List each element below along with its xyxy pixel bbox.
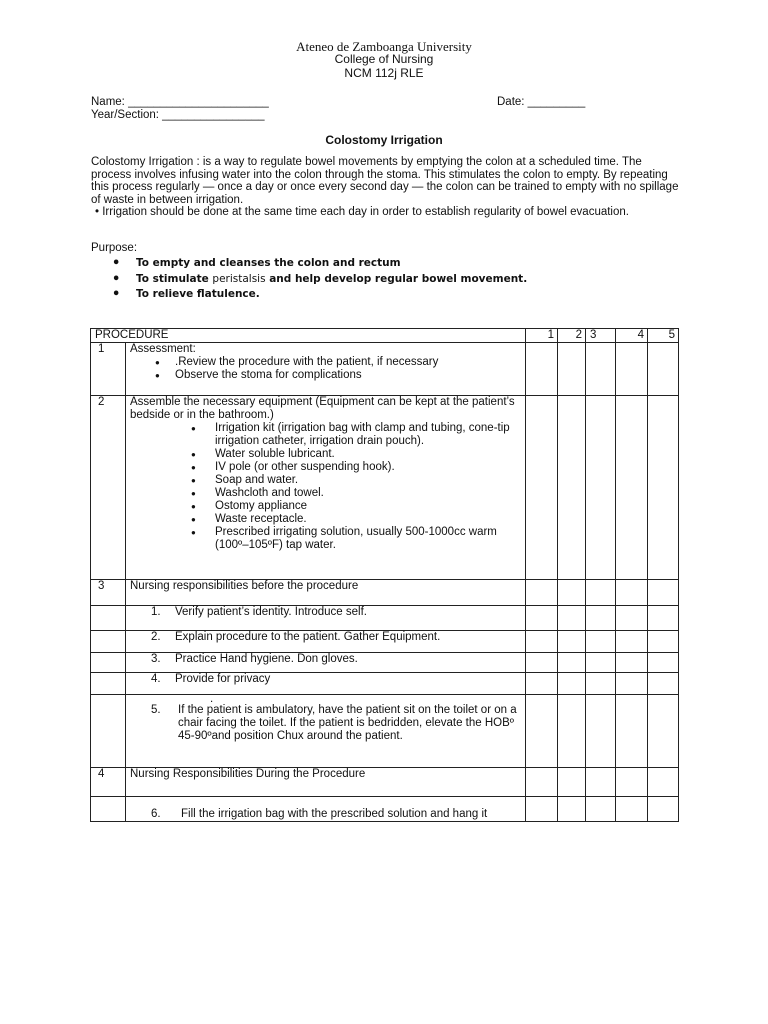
row-number: 4: [91, 768, 126, 797]
score-cell[interactable]: [558, 695, 586, 768]
row-content: [126, 606, 526, 631]
bullet-list: [130, 356, 521, 382]
score-cell[interactable]: [558, 653, 586, 673]
step-text: Fill the irrigation bag with the prescribed solution and hang it: [181, 808, 488, 820]
row-number: [91, 631, 126, 653]
purpose-item-part: and help develop regular bowel movement.: [269, 272, 528, 285]
purpose-item: [112, 273, 527, 289]
university-name: Ateneo de Zamboanga University: [296, 39, 472, 54]
score-header-1: 1: [526, 329, 558, 343]
score-cell[interactable]: [648, 606, 679, 631]
table-row: [91, 631, 679, 653]
score-header-5: 5: [648, 329, 679, 343]
list-item: ● Soap and water.: [130, 474, 521, 487]
score-cell[interactable]: [586, 695, 616, 768]
score-cell[interactable]: [526, 768, 558, 797]
score-header-3: 3: [586, 329, 616, 343]
row-number: [91, 653, 126, 673]
row-content: [126, 396, 526, 580]
bullet-list: [130, 422, 521, 552]
document-title: Colostomy Irrigation: [325, 133, 443, 147]
row-content: [126, 343, 526, 396]
score-cell[interactable]: [616, 653, 648, 673]
score-cell[interactable]: [616, 673, 648, 695]
score-header-4: 4: [616, 329, 648, 343]
row-title: Assemble the necessary equipment (Equipment can be kept at the patient’s bedside or in the bathroom.): [130, 396, 515, 421]
college-name: College of Nursing: [334, 52, 434, 66]
row-content: [126, 797, 526, 822]
date-field: Date: _________: [497, 96, 586, 108]
table-row: [91, 343, 679, 396]
score-cell[interactable]: [526, 653, 558, 673]
score-cell[interactable]: [648, 673, 679, 695]
score-cell[interactable]: [526, 797, 558, 822]
table-row: [91, 673, 679, 695]
list-item: ● Water soluble lubricant.: [130, 448, 521, 461]
score-cell[interactable]: [616, 606, 648, 631]
step-text: Verify patient’s identity. Introduce self.: [175, 606, 367, 618]
year-section-field: Year/Section: ________________: [91, 109, 265, 121]
table-row: [91, 768, 679, 797]
intro-paragraph: Colostomy Irrigation : is a way to regulate bowel movements by emptying the colon at a scheduled time. The process involves infusing water into the colon through the stoma. This stimulates the colon to empty. By repeating this process regularly — once a day or once every second day — the colon can be trained to empty with no spillage of waste in between irrigation.: [91, 156, 679, 206]
score-cell[interactable]: [648, 631, 679, 653]
list-item: ● Irrigation kit (irrigation bag with clamp and tubing, cone-tip irrigation catheter, irrigation drain pouch).: [130, 422, 521, 448]
score-cell[interactable]: [616, 797, 648, 822]
row-content: [126, 631, 526, 653]
step-item: [130, 606, 521, 619]
score-cell[interactable]: [558, 580, 586, 606]
score-cell[interactable]: [558, 606, 586, 631]
score-cell[interactable]: [526, 631, 558, 653]
score-cell[interactable]: [586, 606, 616, 631]
score-cell[interactable]: [558, 631, 586, 653]
list-item: ● Prescribed irrigating solution, usually 500-1000cc warm (100º–105ºF) tap water.: [130, 526, 521, 552]
row-number: 1: [91, 343, 126, 396]
procedure-header: PROCEDURE: [91, 329, 526, 343]
row-number: 2: [91, 396, 126, 580]
list-item: ● Waste receptacle.: [130, 513, 521, 526]
score-cell[interactable]: [558, 768, 586, 797]
row-content: [126, 673, 526, 695]
list-item: ● Washcloth and towel.: [130, 487, 521, 500]
table-row: [91, 695, 679, 768]
purpose-item-part: To stimulate: [136, 272, 209, 285]
score-cell[interactable]: [526, 580, 558, 606]
score-cell[interactable]: [648, 797, 679, 822]
step-number: 5.: [151, 704, 161, 716]
score-cell[interactable]: [586, 580, 616, 606]
score-cell[interactable]: [616, 631, 648, 653]
score-cell[interactable]: [648, 396, 679, 580]
step-item: [130, 704, 521, 743]
step-item: [130, 631, 521, 644]
step-number: 2.: [151, 631, 161, 643]
step-text: Practice Hand hygiene. Don gloves.: [175, 653, 358, 665]
row-number: [91, 797, 126, 822]
score-cell[interactable]: [586, 768, 616, 797]
row-content: [126, 653, 526, 673]
score-cell[interactable]: [648, 653, 679, 673]
score-cell[interactable]: [616, 396, 648, 580]
score-cell[interactable]: [526, 343, 558, 396]
score-cell[interactable]: [558, 673, 586, 695]
score-cell[interactable]: [616, 580, 648, 606]
course-code: NCM 112j RLE: [344, 66, 424, 80]
score-cell[interactable]: [526, 695, 558, 768]
list-item: ● .Review the procedure with the patient, if necessary: [130, 356, 521, 369]
row-title: Nursing responsibilities before the procedure: [126, 580, 526, 606]
name-field: Name: ______________________: [91, 96, 269, 108]
row-number: [91, 673, 126, 695]
purpose-item: • To relieve flatulence.: [112, 288, 527, 304]
step-item: [130, 673, 521, 686]
table-header-row: [91, 329, 679, 343]
row-number: 3: [91, 580, 126, 606]
purpose-item-part: peristalsis: [212, 272, 266, 285]
score-cell[interactable]: [558, 396, 586, 580]
table-row: [91, 797, 679, 822]
score-cell[interactable]: [526, 673, 558, 695]
step-item: [130, 808, 521, 821]
score-cell[interactable]: [558, 343, 586, 396]
list-item: ● IV pole (or other suspending hook).: [130, 461, 521, 474]
list-item: ● Observe the stoma for complications: [130, 369, 521, 382]
stray-dot: .: [210, 693, 214, 705]
step-number: 6.: [151, 808, 161, 820]
score-cell[interactable]: [648, 768, 679, 797]
step-text: If the patient is ambulatory, have the patient sit on the toilet or on a chair facing the toilet. If the patient is bedridden, elevate the HOBº 45-90ºand position Chux around the patient.: [178, 704, 517, 742]
score-header-2: 2: [558, 329, 586, 343]
score-cell[interactable]: [616, 695, 648, 768]
procedure-table: [90, 328, 679, 822]
score-cell[interactable]: [616, 343, 648, 396]
score-cell[interactable]: [586, 631, 616, 653]
purpose-list: [112, 257, 527, 304]
score-cell[interactable]: [586, 797, 616, 822]
score-cell[interactable]: [648, 343, 679, 396]
table-row: [91, 580, 679, 606]
row-number: [91, 695, 126, 768]
table-row: [91, 606, 679, 631]
step-number: 4.: [151, 673, 161, 685]
step-number: 3.: [151, 653, 161, 665]
step-text: Explain procedure to the patient. Gather Equipment.: [175, 631, 441, 643]
score-cell[interactable]: [586, 673, 616, 695]
score-cell[interactable]: [586, 343, 616, 396]
purpose-label: Purpose:: [91, 242, 138, 254]
row-number: [91, 606, 126, 631]
table-row: [91, 653, 679, 673]
intro-text: [91, 156, 681, 219]
score-cell[interactable]: [526, 396, 558, 580]
row-title: Assessment:: [130, 343, 196, 355]
score-cell[interactable]: [586, 396, 616, 580]
score-cell[interactable]: [526, 606, 558, 631]
score-cell[interactable]: [648, 695, 679, 768]
row-title: Nursing Responsibilities During the Procedure: [126, 768, 526, 797]
list-item: ● Ostomy appliance: [130, 500, 521, 513]
row-content: [126, 695, 526, 768]
score-cell[interactable]: [648, 580, 679, 606]
score-cell[interactable]: [558, 797, 586, 822]
step-number: 1.: [151, 606, 161, 618]
step-text: Provide for privacy: [175, 673, 271, 685]
score-cell[interactable]: [586, 653, 616, 673]
score-cell[interactable]: [616, 768, 648, 797]
purpose-item: • To empty and cleanses the colon and rectum: [112, 257, 527, 273]
table-row: [91, 396, 679, 580]
step-item: [130, 653, 521, 666]
intro-note: • Irrigation should be done at the same time each day in order to establish regularity of bowel evacuation.: [95, 206, 629, 219]
